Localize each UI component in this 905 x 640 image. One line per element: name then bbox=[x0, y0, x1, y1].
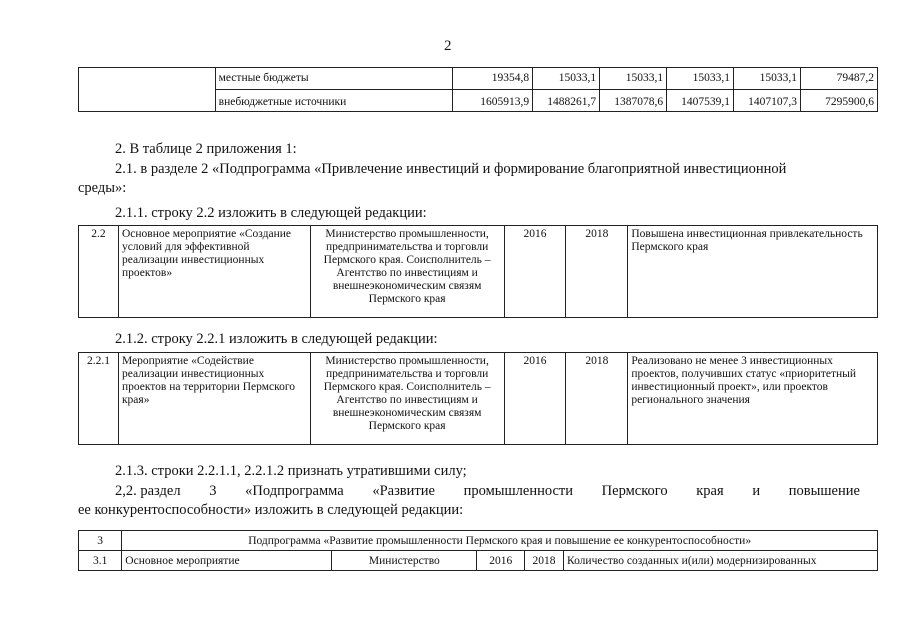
paragraph: ее конкурентоспособности» изложить в следующей редакции: bbox=[78, 502, 464, 518]
value-cell: 15033,1 bbox=[600, 68, 667, 90]
word: промышленности bbox=[463, 483, 573, 499]
table-row bbox=[79, 68, 878, 90]
paragraph: 2.1. в разделе 2 «Подпрограмма «Привлечение инвестиций и формирование благоприятной инвестиционной bbox=[115, 161, 787, 177]
value-cell: 1387078,6 bbox=[600, 90, 667, 112]
row-label: местные бюджеты bbox=[215, 68, 453, 90]
row-label: внебюджетные источники bbox=[215, 90, 453, 112]
empty-cell bbox=[79, 68, 216, 112]
end-year: 2018 bbox=[525, 551, 564, 571]
paragraph-justified bbox=[115, 482, 860, 501]
section-number: 3 bbox=[79, 531, 122, 551]
table-row bbox=[79, 551, 878, 571]
row-number: 2.2 bbox=[79, 226, 119, 318]
end-year: 2018 bbox=[566, 226, 628, 318]
value-cell: 15033,1 bbox=[734, 68, 801, 90]
executor: Министерство bbox=[332, 551, 477, 571]
value-cell: 1407107,3 bbox=[734, 90, 801, 112]
section-3-table bbox=[78, 530, 878, 571]
value-cell: 1488261,7 bbox=[533, 90, 600, 112]
value-cell: 1407539,1 bbox=[667, 90, 734, 112]
measure-name: Мероприятие «Содействие реализации инвестиционных проектов на территории Пермского края» bbox=[118, 353, 310, 445]
paragraph: 2.1.3. строки 2.2.1.1, 2.2.1.2 признать утратившими силу; bbox=[115, 463, 467, 479]
value-cell: 79487,2 bbox=[801, 68, 878, 90]
measure-name: Основное мероприятие «Создание условий для эффективной реализации инвестиционных проектов» bbox=[118, 226, 310, 318]
word: «Развитие bbox=[372, 483, 435, 499]
paragraph: 2.1.1. строку 2.2 изложить в следующей редакции: bbox=[115, 205, 427, 221]
table-row bbox=[79, 353, 878, 445]
row-number: 2.2.1 bbox=[79, 353, 119, 445]
start-year: 2016 bbox=[477, 551, 525, 571]
start-year: 2016 bbox=[504, 226, 566, 318]
expected-result: Количество созданных и(или) модернизированных bbox=[563, 551, 877, 571]
page-number: 2 bbox=[444, 38, 452, 54]
word: 2,2. раздел bbox=[115, 483, 181, 499]
paragraph: 2. В таблице 2 приложения 1: bbox=[115, 141, 297, 157]
paragraph: среды»: bbox=[78, 180, 127, 196]
expected-result: Повышена инвестиционная привлекательность Пермского края bbox=[628, 226, 878, 318]
expected-result: Реализовано не менее 3 инвестиционных проектов, получивших статус «приоритетный инвестиционный проект», или проектов регионального значения bbox=[628, 353, 878, 445]
word: и bbox=[752, 483, 761, 499]
table-row bbox=[79, 531, 878, 551]
word: края bbox=[696, 483, 724, 499]
financing-table bbox=[78, 67, 878, 112]
value-cell: 7295900,6 bbox=[801, 90, 878, 112]
value-cell: 19354,8 bbox=[453, 68, 533, 90]
row-2-2-table bbox=[78, 225, 878, 318]
subprogram-title: Подпрограмма «Развитие промышленности Пермского края и повышение ее конкурентоспособности» bbox=[122, 531, 878, 551]
executor: Министерство промышленности, предпринимательства и торговли Пермского края. Соисполнитель – Агентство по инвестициям и внешнеэкономическим связям Пермского края bbox=[310, 226, 504, 318]
start-year: 2016 bbox=[504, 353, 566, 445]
executor: Министерство промышленности, предпринимательства и торговли Пермского края. Соисполнитель – Агентство по инвестициям и внешнеэкономическим связям Пермского края bbox=[310, 353, 504, 445]
value-cell: 15033,1 bbox=[667, 68, 734, 90]
word: повышение bbox=[788, 483, 860, 499]
table-row bbox=[79, 226, 878, 318]
paragraph: 2.1.2. строку 2.2.1 изложить в следующей редакции: bbox=[115, 331, 438, 347]
value-cell: 1605913,9 bbox=[453, 90, 533, 112]
row-number: 3.1 bbox=[79, 551, 122, 571]
word: Пермского bbox=[601, 483, 668, 499]
value-cell: 15033,1 bbox=[533, 68, 600, 90]
end-year: 2018 bbox=[566, 353, 628, 445]
row-2-2-1-table bbox=[78, 352, 878, 445]
word: 3 bbox=[209, 483, 217, 499]
measure-name: Основное мероприятие bbox=[122, 551, 332, 571]
word: «Подпрограмма bbox=[245, 483, 344, 499]
